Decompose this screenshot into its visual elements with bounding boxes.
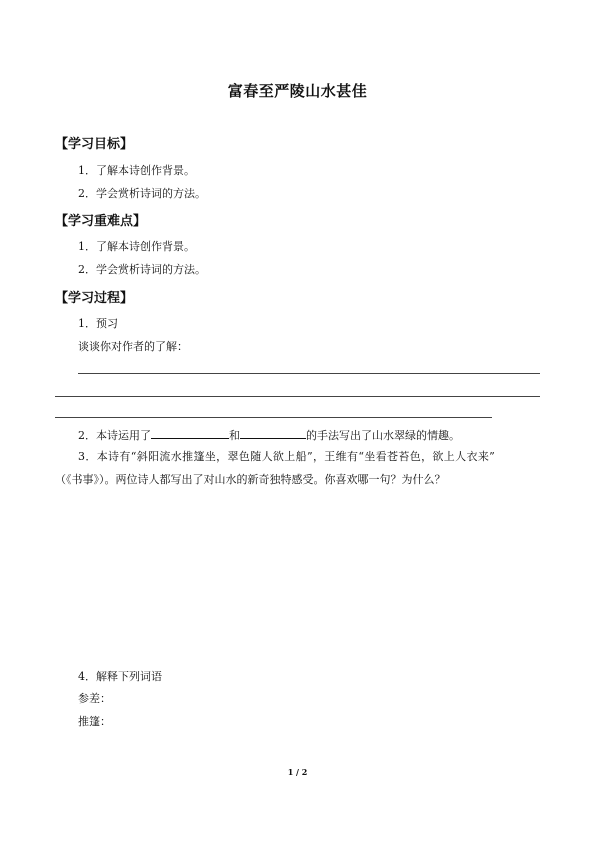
- question-2-middle: 和: [229, 429, 240, 442]
- preview-prompt: 谈谈你对作者的了解：: [78, 340, 188, 353]
- goals-heading: 【学习目标】: [55, 137, 134, 152]
- question-2: [78, 427, 460, 443]
- page-number: 1 / 2: [287, 767, 308, 777]
- preview-label: 1．预习: [78, 317, 118, 330]
- question-3-line-2: （《书事》）。两位诗人都写出了对山水的新奇独特感受。你喜欢哪一句？为什么？: [55, 473, 446, 486]
- key-points-heading: 【学习重难点】: [55, 214, 147, 229]
- page-title: 富春至严陵山水甚佳: [227, 82, 368, 100]
- question-2-prefix: 2．本诗运用了: [78, 429, 151, 442]
- answer-line-2[interactable]: [55, 396, 540, 397]
- question-2-suffix: 的手法写出了山水翠绿的情趣。: [306, 429, 460, 442]
- term-canci: 参差：: [78, 692, 111, 705]
- goals-item-1: 1．了解本诗创作背景。: [78, 164, 195, 177]
- question-3-line-1: 3．本诗有“斜阳流水推篷坐，翠色随人欲上船”，王维有“坐看苍苔色，欲上人衣来”: [78, 450, 496, 463]
- answer-line-3[interactable]: [55, 417, 492, 418]
- fill-blank-2[interactable]: [240, 427, 306, 439]
- key-points-item-2: 2．学会赏析诗词的方法。: [78, 263, 206, 276]
- answer-line-1[interactable]: [78, 373, 540, 374]
- question-4-label: 4．解释下列词语: [78, 670, 162, 683]
- key-points-item-1: 1．了解本诗创作背景。: [78, 240, 195, 253]
- term-tuipeng: 推篷：: [78, 715, 111, 728]
- process-heading: 【学习过程】: [55, 291, 134, 306]
- goals-item-2: 2．学会赏析诗词的方法。: [78, 187, 206, 200]
- fill-blank-1[interactable]: [151, 427, 229, 439]
